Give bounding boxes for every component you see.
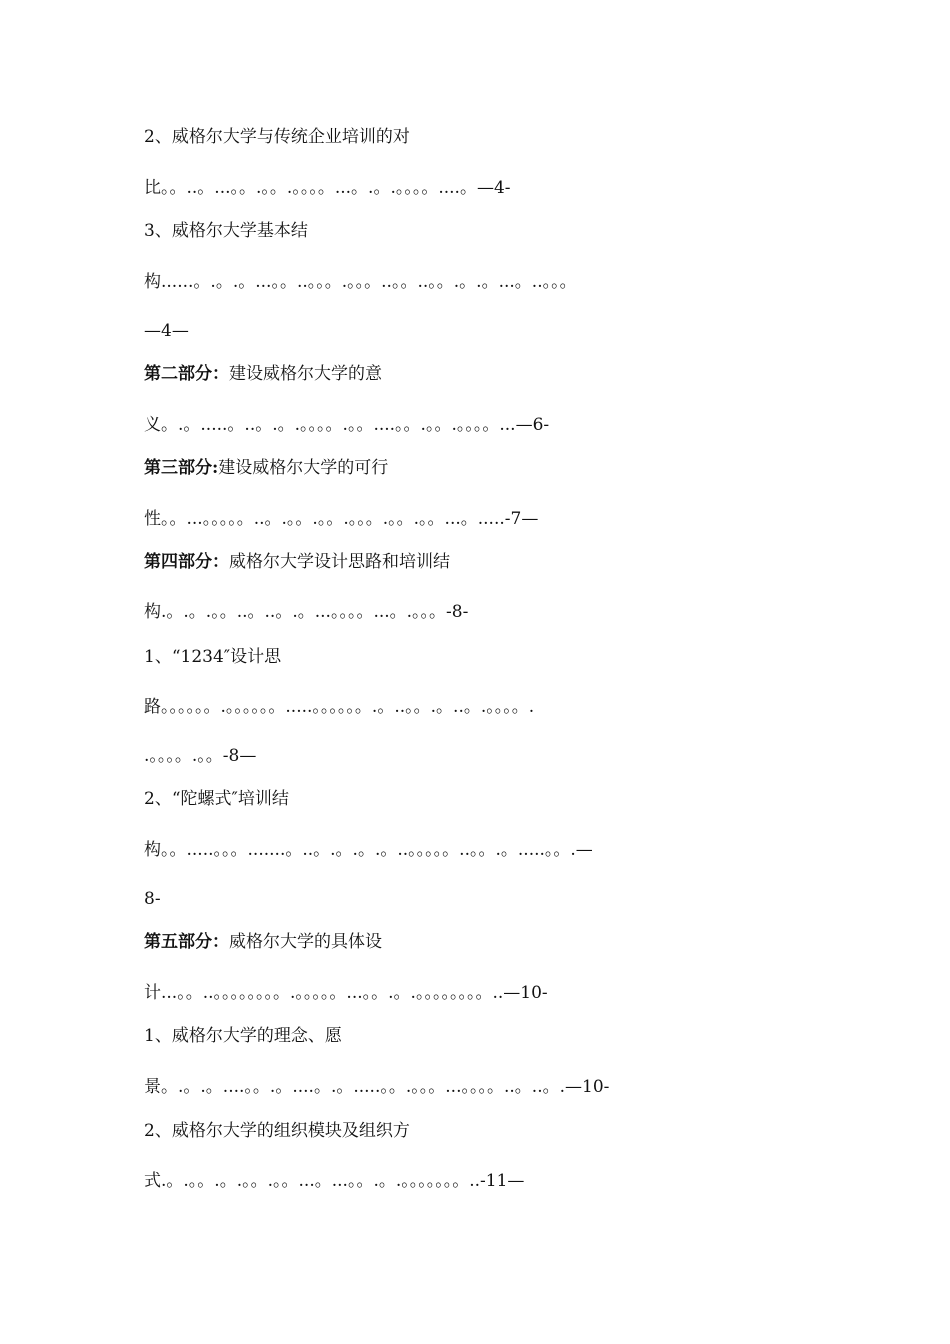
toc-text: 3、威格尔大学基本结 <box>144 221 308 241</box>
section-label: 第四部分： <box>144 552 229 572</box>
toc-entry-4-2-title <box>144 787 824 811</box>
toc-section-3-leader <box>144 507 824 531</box>
toc-text: 构......。.。.。...。。..。。。.。。。..。。..。。.。.。...。..。。。 <box>144 272 577 292</box>
toc-text: 式.。.。。.。.。。.。。...。...。。.。.。。。。。。。..-11— <box>144 1171 525 1191</box>
section-label: 第三部分: <box>144 458 219 478</box>
toc-text: 2、威格尔大学的组织模块及组织方 <box>144 1121 410 1141</box>
toc-text: 义。.。.....。..。.。.。。。。.。。....。。.。。.。。。。...—6- <box>144 415 550 435</box>
section-label: 第二部分： <box>144 364 229 384</box>
toc-text: .。。。。.。。-8— <box>144 746 257 766</box>
toc-entry-3-leader <box>144 270 824 294</box>
toc-entry-4-2-page <box>144 887 824 911</box>
toc-text: 2、“陀螺式″培训结 <box>144 789 289 809</box>
toc-entry-5-1-title <box>144 1024 824 1048</box>
toc-entry-3-title <box>144 219 824 243</box>
toc-text: 计...。。..。。。。。。。。.。。。。。...。。.。.。。。。。。。。..—10- <box>144 983 548 1003</box>
section-label: 第五部分： <box>144 932 229 952</box>
toc-entry-3-page <box>144 319 824 343</box>
section-title: 威格尔大学设计思路和培训结 <box>229 552 450 572</box>
toc-section-4-leader <box>144 600 824 624</box>
toc-entry-5-2-leader <box>144 1169 824 1193</box>
toc-text: 比。。..。...。。.。。.。。。。...。.。.。。。。....。—4- <box>144 178 511 198</box>
toc-section-2-title <box>144 362 824 386</box>
toc-text: 1、威格尔大学的理念、愿 <box>144 1026 342 1046</box>
toc-text: 构.。.。.。。..。..。.。...。。。。...。.。。。-8- <box>144 602 469 622</box>
toc-text: 1、“1234″设计思 <box>144 647 282 667</box>
toc-section-5-title <box>144 930 824 954</box>
toc-text: —4— <box>144 321 189 341</box>
section-title: 威格尔大学的具体设 <box>229 932 382 952</box>
toc-entry-4-1-title <box>144 645 824 669</box>
toc-text: 景。.。.。....。。.。....。.。.....。。.。。。...。。。。..。..。.—10- <box>144 1077 610 1097</box>
toc-section-4-title <box>144 550 824 574</box>
toc-section-3-title <box>144 456 824 480</box>
toc-entry-2-title <box>144 125 824 149</box>
toc-text: 2、威格尔大学与传统企业培训的对 <box>144 127 410 147</box>
toc-text: 构。。.....。。。.......。..。.。.。.。..。。。。。..。。.。.....。。.— <box>144 840 593 860</box>
toc-entry-5-1-leader <box>144 1075 824 1099</box>
toc-entry-4-2-leader <box>144 838 824 862</box>
toc-entry-5-2-title <box>144 1119 824 1143</box>
toc-entry-4-1-leader <box>144 695 824 719</box>
section-title: 建设威格尔大学的可行 <box>218 458 389 478</box>
section-title: 建设威格尔大学的意 <box>229 364 382 384</box>
toc-text: 8- <box>144 889 161 909</box>
toc-text: 性。。...。。。。。..。.。。.。。.。。。.。。.。。...。.....-7— <box>144 509 539 529</box>
toc-text: 路。。。。。。.。。。。。。.....。。。。。。.。..。。.。..。.。。。。. <box>144 697 535 717</box>
toc-section-2-leader <box>144 413 824 437</box>
toc-entry-2-leader <box>144 176 824 200</box>
toc-entry-4-1-page <box>144 744 824 768</box>
toc-section-5-leader <box>144 981 824 1005</box>
